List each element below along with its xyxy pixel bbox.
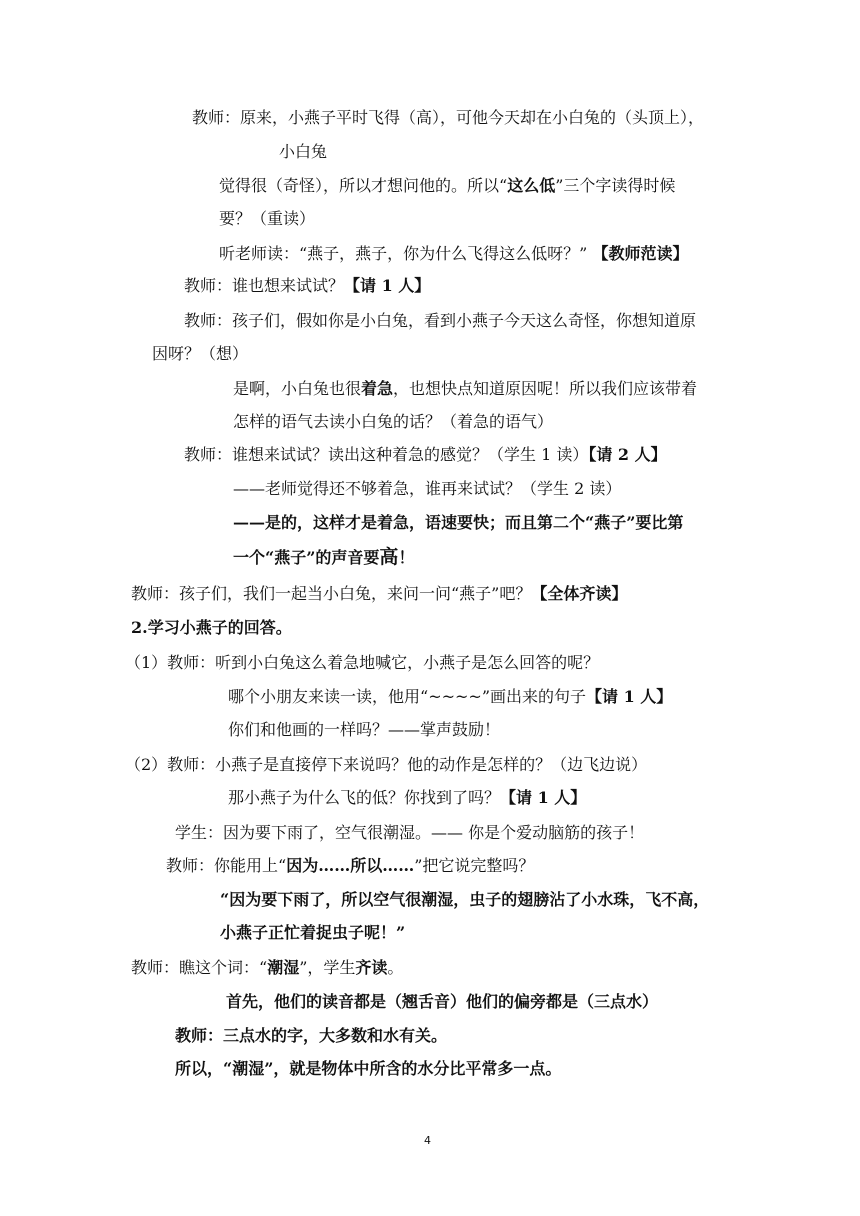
line-3: 觉得很（奇怪），所以才想问他的。所以“这么低”三个字读得时候 — [219, 176, 676, 195]
line-1: 教师：原来，小燕子平时飞得（高），可他今天却在小白兔的（头顶上）， — [192, 108, 705, 127]
line-4: 要？（重读） — [219, 209, 316, 228]
line-23: 教师：你能用上“因为……所以……”把它说完整吗？ — [166, 856, 535, 875]
line-17: （1）教师：听到小白兔这么着急地喊它，小燕子是怎么回答的呢？ — [125, 653, 600, 672]
line-19: 你们和他画的一样吗？——掌声鼓励！ — [228, 720, 501, 739]
line-15: 教师：孩子们，我们一起当小白兔，来问一问“燕子”吧？【全体齐读】 — [131, 584, 628, 603]
line-2: 小白兔 — [279, 142, 328, 161]
line-21: 那小燕子为什么飞的低？你找到了吗？【请 1 人】 — [228, 788, 587, 807]
line-16: 2.学习小燕子的回答。 — [131, 618, 292, 637]
line-26: 教师：瞧这个词：“潮湿”，学生齐读。 — [131, 958, 404, 977]
line-11: 教师：谁想来试试？读出这种着急的感觉？（学生 1 读）【请 2 人】 — [184, 445, 667, 464]
line-22: 学生：因为要下雨了，空气很潮湿。—— 你是个爱动脑筋的孩子！ — [175, 823, 645, 842]
line-20: （2）教师：小燕子是直接停下来说吗？他的动作是怎样的？（边飞边说） — [125, 755, 648, 774]
line-24: “因为要下雨了，所以空气很潮湿，虫子的翅膀沾了小水珠，飞不高， — [220, 890, 710, 909]
line-5: 听老师读：“燕子，燕子，你为什么飞得这么低呀？” 【教师范读】 — [219, 244, 689, 263]
page-number: 4 — [424, 1134, 431, 1147]
line-6: 教师：谁也想来试试？【请 1 人】 — [184, 276, 431, 295]
line-28: 教师：三点水的字，大多数和水有关。 — [175, 1026, 448, 1045]
line-14: 一个“燕子”的声音要高！ — [233, 546, 415, 568]
line-29: 所以，“潮湿”，就是物体中所含的水分比平常多一点。 — [175, 1059, 562, 1078]
line-7: 教师：孩子们，假如你是小白兔，看到小燕子今天这么奇怪，你想知道原 — [184, 311, 697, 330]
line-25: 小燕子正忙着捉虫子呢！” — [220, 923, 406, 942]
line-9: 是啊，小白兔也很着急，也想快点知道原因呢！所以我们应该带着 — [233, 379, 698, 398]
line-8: 因呀？（想） — [152, 344, 249, 363]
line-12: ——老师觉得还不够着急，谁再来试试？（学生 2 读） — [233, 479, 622, 498]
line-27: 首先，他们的读音都是（翘舌音）他们的偏旁都是（三点水） — [226, 992, 659, 1011]
line-10: 怎样的语气去读小白兔的话？（着急的语气） — [233, 412, 554, 431]
line-18: 哪个小朋友来读一读，他用“~~~~”画出来的句子【请 1 人】 — [228, 687, 673, 706]
line-13: ——是的，这样才是着急，语速要快；而且第二个“燕子”要比第 — [233, 513, 684, 532]
